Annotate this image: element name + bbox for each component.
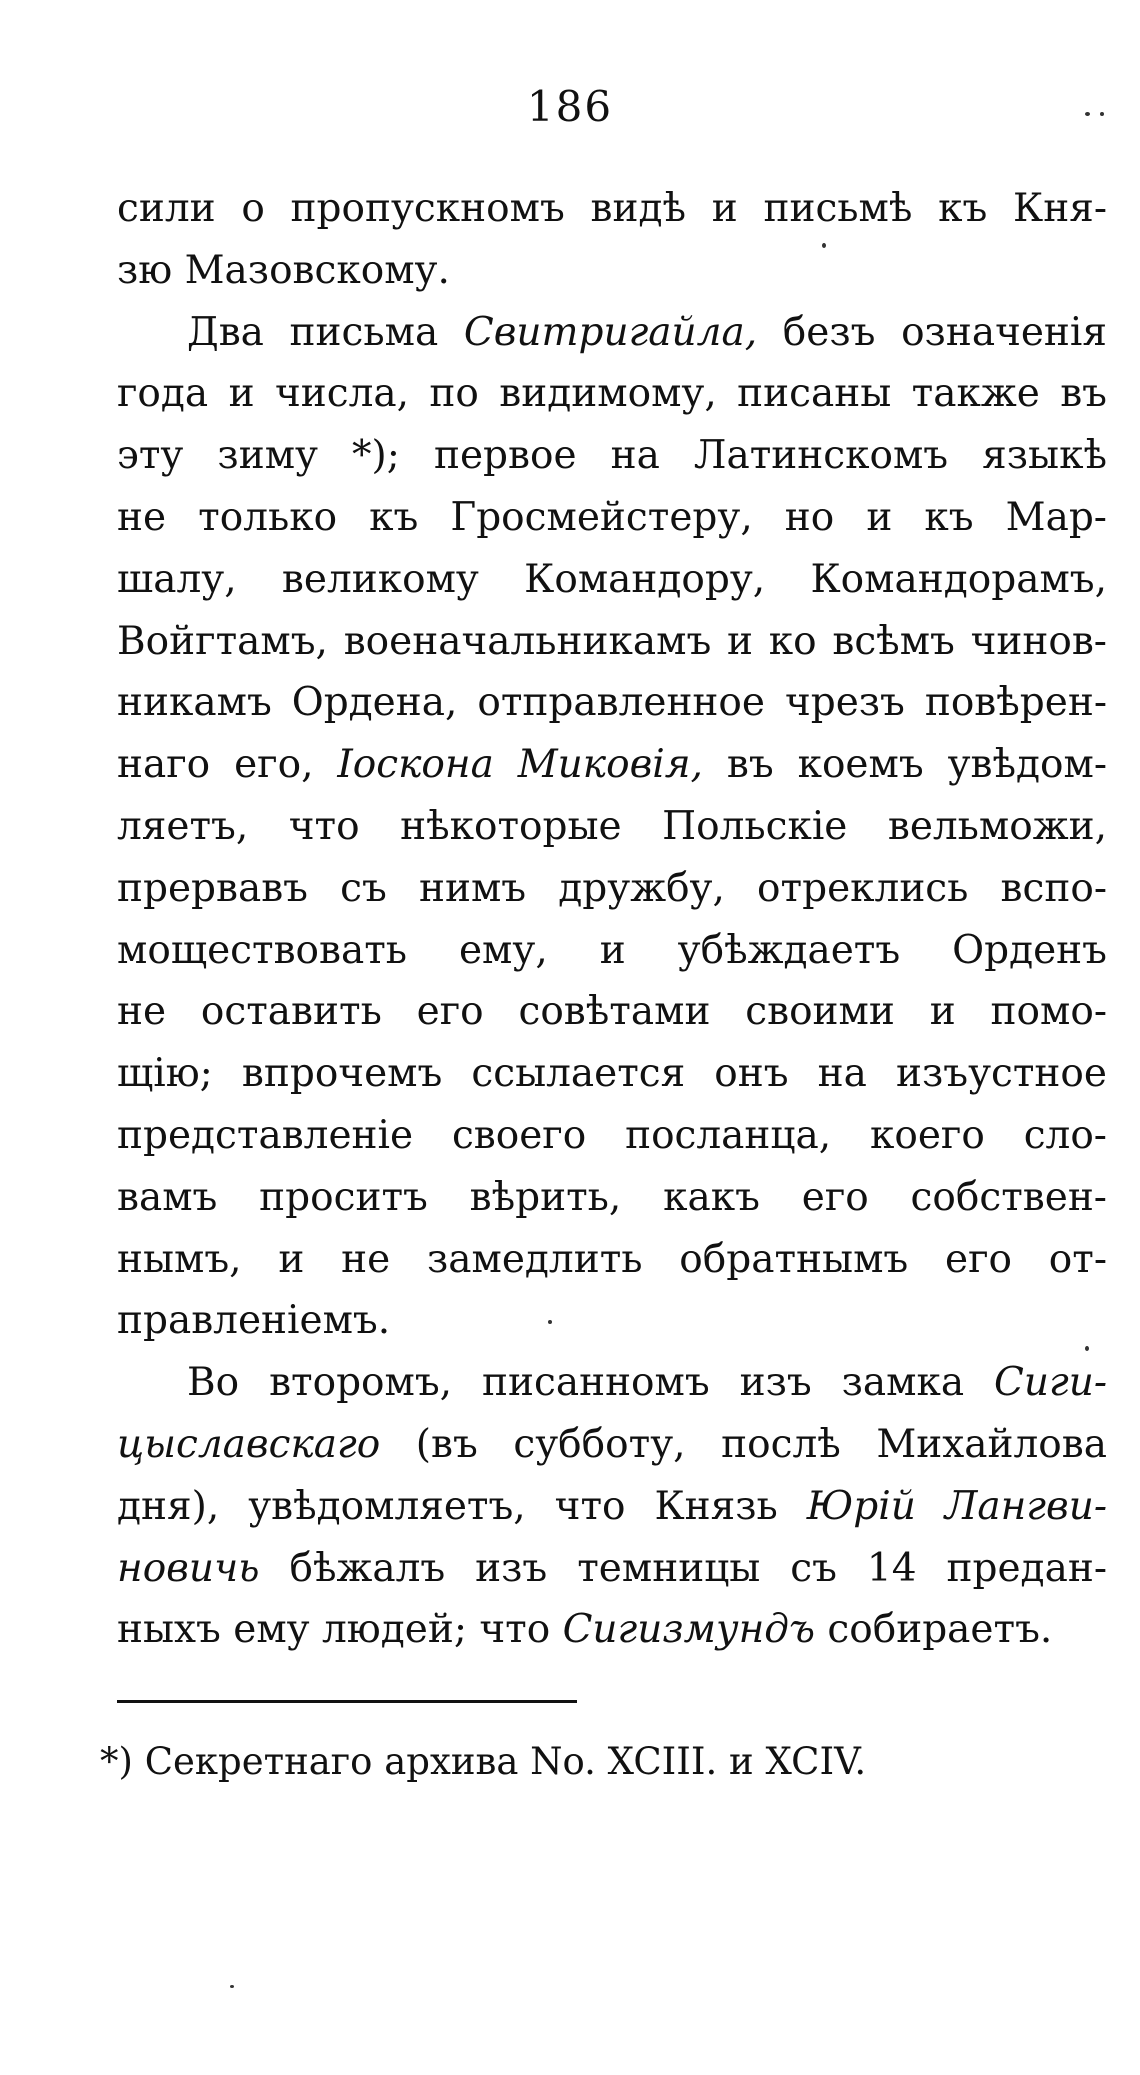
text-segment: моществовать ему, и убѣждаетъ Орденъ — [117, 927, 1107, 973]
text-segment: Два письма — [187, 309, 464, 355]
text-segment: наго его, — [117, 742, 338, 788]
text-line — [117, 1043, 1107, 1105]
text-segment: бѣжалъ изъ темницы съ 14 предан- — [259, 1545, 1107, 1591]
text-segment: Во второмъ, писанномъ изъ замка — [187, 1360, 995, 1406]
text-line — [117, 1538, 1107, 1600]
text-line — [117, 549, 1107, 611]
print-speck — [548, 1320, 552, 1324]
italic-name: Сигизмундъ — [562, 1607, 816, 1653]
italic-name: Іоскона Миковія, — [337, 742, 703, 788]
text-line — [117, 1229, 1107, 1291]
text-segment: вамъ проситъ вѣрить, какъ его собствен- — [117, 1174, 1107, 1220]
text-segment: щію; впрочемъ ссылается онъ на изъустное — [117, 1051, 1107, 1097]
italic-name: Юрій Лангви- — [806, 1483, 1107, 1529]
page-number: 186 — [526, 82, 614, 131]
text-line — [117, 858, 1107, 920]
text-line — [117, 672, 1107, 734]
footnote-separator — [117, 1700, 577, 1703]
text-line — [117, 487, 1107, 549]
italic-name: Сиги- — [994, 1360, 1107, 1406]
print-speck — [1085, 1346, 1089, 1351]
text-segment: нымъ, и не замедлить обратнымъ его от- — [117, 1236, 1107, 1282]
text-line — [117, 981, 1107, 1043]
text-segment: не оставить его совѣтами своими и помо- — [117, 989, 1107, 1035]
text-line — [117, 178, 1107, 240]
text-line — [117, 425, 1107, 487]
text-segment: ляетъ, что нѣкоторые Польскіе вельможи, — [117, 803, 1107, 849]
text-line — [117, 1476, 1107, 1538]
text-segment: ныхъ ему людей; что — [117, 1607, 563, 1653]
text-line — [117, 1167, 1107, 1229]
text-segment: представленіе своего посланца, коего сло- — [117, 1112, 1107, 1158]
text-segment: Войгтамъ, военачальникамъ и ко всѣмъ чинов- — [117, 618, 1107, 664]
text-line — [117, 302, 1107, 364]
text-segment: никамъ Ордена, отправленное чрезъ повѣрен- — [117, 680, 1107, 726]
text-segment: безъ означенія — [757, 309, 1108, 355]
text-line — [117, 363, 1107, 425]
text-segment: шалу, великому Командору, Командорамъ, — [117, 556, 1107, 602]
italic-name: Свитригайла, — [463, 309, 758, 355]
text-segment: дня), увѣдомляетъ, что Князь — [117, 1483, 807, 1529]
print-speck — [1100, 112, 1104, 116]
footnote: *) Секретнаго архива No. XCIII. и XCIV. — [100, 1740, 867, 1783]
text-segment: (въ субботу, послѣ Михайлова — [380, 1421, 1107, 1467]
text-segment: собираетъ. — [815, 1607, 1053, 1653]
text-line — [117, 1414, 1107, 1476]
text-segment: года и числа, по видимому, писаны также въ — [117, 371, 1107, 417]
italic-name: цыславскаго — [117, 1421, 381, 1467]
text-line — [117, 1599, 1107, 1661]
print-speck — [822, 243, 826, 248]
text-segment: зю Мазовскому. — [117, 247, 450, 293]
text-line — [117, 1290, 1107, 1352]
text-line — [117, 734, 1107, 796]
text-line — [117, 1105, 1107, 1167]
text-segment: прервавъ съ нимъ дружбу, отреклись вспо- — [117, 865, 1107, 911]
text-line — [117, 920, 1107, 982]
text-line — [117, 796, 1107, 858]
text-segment: правленіемъ. — [117, 1298, 391, 1344]
text-segment: сили о пропускномъ видѣ и письмѣ къ Кня- — [117, 186, 1107, 231]
print-speck — [1085, 112, 1090, 116]
text-line — [117, 1352, 1107, 1414]
text-segment: не только къ Гросмейстеру, но и къ Мар- — [117, 494, 1107, 540]
text-line — [117, 611, 1107, 673]
italic-name: новичь — [117, 1545, 260, 1591]
text-line — [117, 240, 1107, 302]
print-speck — [230, 1985, 234, 1988]
text-segment: въ коемъ увѣдом- — [702, 742, 1108, 788]
body-text — [117, 178, 1107, 1661]
text-segment: эту зиму *); первое на Латинскомъ языкѣ — [117, 433, 1107, 479]
